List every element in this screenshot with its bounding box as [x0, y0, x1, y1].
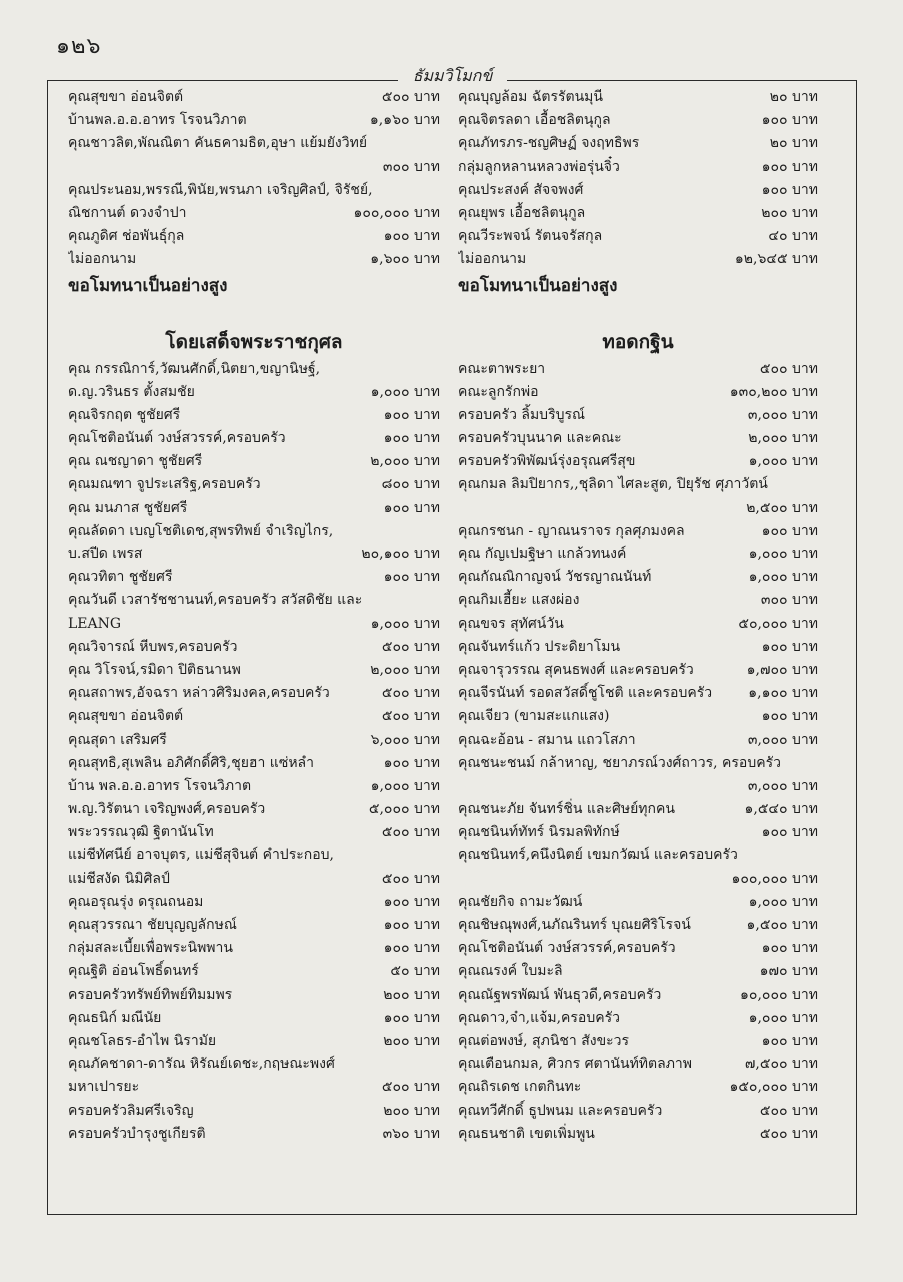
- left-closing-note: [68, 272, 440, 300]
- donor-name: บ้าน พล.อ.อ.อาทร โรจนวิภาต: [68, 777, 252, 794]
- donor-row: [68, 984, 440, 1007]
- donor-name: คุณประนอม,พรรณี,พินัย,พรนภา เจริญศิลป์, จิรัชย์,: [68, 181, 373, 198]
- donor-name: คุณดาว,จ๋า,แจ้ม,ครอบครัว: [458, 1009, 620, 1026]
- donor-row: [68, 844, 440, 867]
- donor-row: [458, 821, 818, 844]
- right-section-list: [458, 358, 818, 1146]
- right-closing-label: ขอโมทนาเป็นอย่างสูง: [458, 275, 618, 296]
- donor-row: [68, 381, 440, 404]
- donor-name: คุณกัณณิกาญจน์ วัชรญาณนันท์: [458, 569, 652, 586]
- donation-amount: ๒๐๐ บาท: [761, 204, 818, 221]
- donation-amount: ๒๐๐ บาท: [383, 1032, 440, 1049]
- left-section-heading: โดยเสด็จพระราชกุศล: [165, 330, 343, 353]
- donor-name: คุณกมล ลิมปิยากร,,ชุลิดา ไศละสูต, ปิยุรัช ศุภาวัตน์: [458, 476, 768, 493]
- donor-row: [68, 636, 440, 659]
- donor-row: [458, 1053, 818, 1076]
- donor-name: คุณภูดิศ ช่อพันธุ์กุล: [68, 228, 185, 245]
- donor-name: คุณวันดี เวสารัชชานนท์,ครอบครัว สวัสดิชัย และ: [68, 592, 363, 609]
- donor-name: คณะตาพระยา: [458, 360, 546, 377]
- donation-amount: ๑,๐๐๐ บาท: [370, 383, 440, 400]
- donor-row: [68, 659, 440, 682]
- donation-amount: ๑,๗๐๐ บาท: [746, 661, 818, 678]
- donor-name: คุณสถาพร,อัจฉรา หล่าวศิริมงคล,ครอบครัว: [68, 685, 330, 702]
- donor-row: [458, 1100, 818, 1123]
- donation-amount: ๑๐๐ บาท: [761, 112, 818, 129]
- donation-amount: ๕๐๐ บาท: [381, 638, 440, 655]
- donation-amount: ๑,๐๐๐ บาท: [748, 569, 818, 586]
- donor-row: [68, 427, 440, 450]
- donation-amount: ๑๐๐ บาท: [383, 940, 440, 957]
- donor-name: ไม่ออกนาม: [68, 251, 137, 268]
- donation-amount: ๒๐ บาท: [769, 89, 818, 105]
- donation-amount: ๓๐๐ บาท: [760, 592, 818, 609]
- donor-row: [68, 109, 440, 132]
- donor-name: คุณสุขขา อ่อนจิตต์: [68, 708, 184, 725]
- donor-row: [458, 798, 818, 821]
- donor-name: คุณชนะภัย จันทร์ชิ่น และศิษย์ทุกคน: [458, 801, 675, 818]
- donation-amount: ๒,๕๐๐ บาท: [746, 499, 818, 516]
- right-section-heading: ทอดกฐิน: [602, 330, 674, 353]
- donation-amount: ๑๓๐,๒๐๐ บาท: [729, 383, 818, 400]
- donation-amount: ๕๐๐ บาท: [759, 1125, 818, 1142]
- donor-row: [68, 589, 440, 612]
- donor-row: [68, 914, 440, 937]
- donation-amount: ๑๐,๐๐๐ บาท: [740, 986, 818, 1003]
- donation-amount: ๑,๕๔๐ บาท: [744, 801, 818, 818]
- right-closing-note: [458, 272, 818, 300]
- donor-row: [458, 132, 818, 155]
- donor-row: [68, 705, 440, 728]
- donor-name: คุณต่อพงษ์, สุภนิชา สังขะวร: [458, 1032, 630, 1049]
- donor-name: ครอบครัวทรัพย์ทิพย์ทิมมพร: [68, 986, 233, 1003]
- donor-name: คุณ กรรณิการ์,วัฒนศักดิ์,นิตยา,ขญานิษฐ์,: [68, 360, 321, 377]
- donor-name: คุณจิรกฤต ชูชัยศรี: [68, 406, 181, 423]
- donation-amount: ๓,๐๐๐ บาท: [747, 406, 818, 423]
- donor-name: คุณจารุวรรณ สุคนธพงศ์ และครอบครัว: [458, 661, 694, 678]
- donor-row: [68, 248, 440, 271]
- left-column: [68, 86, 440, 1146]
- donor-row: [458, 891, 818, 914]
- donation-amount: ๒๐๐ บาท: [383, 986, 440, 1003]
- donor-name: คุณฐิติ อ่อนโพธิ์ดนทร์: [68, 963, 199, 980]
- donor-name: คุณ วิโรจน์,รมิดา ปิติธนานพ: [68, 661, 241, 678]
- donor-name: คุณสุทธิ,สุเพลิน อภิศักดิ์ศิริ,ชุยฮา แซ่หลำ: [68, 754, 314, 771]
- donor-row: [458, 566, 818, 589]
- donor-name: คุณถิรเดช เกตกินทะ: [458, 1079, 582, 1096]
- donor-row: [458, 1030, 818, 1053]
- donor-name: คุณวิจารณ์ หีบพร,ครอบครัว: [68, 638, 238, 655]
- donor-row: [68, 682, 440, 705]
- donor-name: คุณจิตรลดา เอื้อชลิตนุกูล: [458, 112, 611, 129]
- donor-row: [458, 543, 818, 566]
- donor-name: คุณสุดา เสริมศรี: [68, 731, 167, 748]
- donor-row: [68, 1007, 440, 1030]
- donation-amount: ๒,๐๐๐ บาท: [370, 453, 440, 470]
- donor-name: คุณชัยกิจ ถามะวัฒน์: [458, 893, 583, 910]
- donation-amount: ๑๐๐ บาท: [383, 917, 440, 933]
- donation-amount: ๑๐๐ บาท: [383, 228, 440, 245]
- right-section-spacer: [458, 300, 818, 322]
- donor-row: [458, 659, 818, 682]
- donor-row: [68, 1123, 440, 1146]
- donor-row: [458, 520, 818, 543]
- donor-name: คุณขจร สุทัศน์วัน: [458, 615, 564, 632]
- donation-amount: ๑,๖๐๐ บาท: [370, 251, 440, 268]
- donor-row: [458, 404, 818, 427]
- donor-name: ครอบครัวลิมศรีเจริญ: [68, 1102, 194, 1119]
- donation-amount: ๕๐๐ บาท: [381, 1079, 440, 1096]
- donation-amount: ๑,๑๐๐ บาท: [748, 685, 818, 702]
- left-top-list: [68, 86, 440, 272]
- donation-amount: ๕๐๐ บาท: [759, 1102, 818, 1119]
- donation-amount: ๕,๐๐๐ บาท: [368, 801, 440, 818]
- donation-amount: ๑๗๐ บาท: [759, 963, 818, 980]
- donation-amount: ๑๐๐,๐๐๐ บาท: [353, 204, 440, 221]
- donation-amount: ๕๐๐ บาท: [381, 708, 440, 725]
- donor-row: [458, 109, 818, 132]
- donation-amount: ๒๐ บาท: [769, 135, 818, 152]
- donation-amount: ๑๐๐ บาท: [761, 181, 818, 198]
- donor-row: [68, 358, 440, 381]
- donor-row: [68, 1030, 440, 1053]
- donor-name: คุณกิมเฮี้ยะ แสงผ่อง: [458, 592, 580, 609]
- donor-row: [68, 86, 440, 109]
- donor-name: คุณวีระพจน์ รัตนจรัสกุล: [458, 228, 603, 245]
- donor-row: [458, 844, 818, 867]
- donor-name: คุณ กัญเปมฐิษา แกล้วทนงค์: [458, 546, 627, 562]
- donor-row: [68, 156, 440, 179]
- donor-row: [68, 497, 440, 520]
- donation-amount: ๑๐๐ บาท: [761, 824, 818, 841]
- donor-row: [458, 1007, 818, 1030]
- donor-row: [458, 358, 818, 381]
- donation-amount: ๑๐๐ บาท: [383, 754, 440, 771]
- donor-row: [68, 613, 440, 636]
- donor-name: คุณชนินทร์,คนึงนิตย์ เขมกวัฒน์ และครอบครัว: [458, 847, 738, 864]
- donation-amount: ๑๐๐ บาท: [761, 638, 818, 655]
- donor-name: บ้านพล.อ.อ.อาทร โรจนวิภาต: [68, 112, 247, 129]
- donor-name: ด.ญ.วรินธร ตั้งสมชัย: [68, 383, 195, 400]
- donation-amount: ๓๖๐ บาท: [382, 1125, 440, 1142]
- donation-amount: ๕๐๐ บาท: [381, 870, 440, 887]
- donor-name: คุณชนะชนม์ กล้าหาญ, ชยาภรณ์วงศ์ถาวร, ครอบครัว: [458, 754, 781, 771]
- donation-amount: ๕๐๐ บาท: [381, 685, 440, 702]
- donation-amount: ๖,๐๐๐ บาท: [370, 731, 440, 748]
- page-number: ๑๒๖: [56, 34, 102, 59]
- donor-name: กลุ่มลูกหลานหลวงพ่อรุ่นจิ๋ว: [458, 158, 620, 175]
- right-top-list: [458, 86, 818, 272]
- donor-name: คุณชิษณุพงศ์,นภัณรินทร์ บุณยศิริโรจน์: [458, 917, 691, 933]
- donor-row: [68, 752, 440, 775]
- donor-row: [68, 798, 440, 821]
- donor-row: [458, 381, 818, 404]
- donor-row: [68, 520, 440, 543]
- donor-name: พ.ญ.วิรัตนา เจริญพงศ์,ครอบครัว: [68, 801, 266, 818]
- donor-row: [458, 613, 818, 636]
- donor-name: คุณวทิตา ชูชัยศรี: [68, 569, 173, 586]
- donor-name: คุณมณฑา จูประเสริฐ,ครอบครัว: [68, 476, 261, 493]
- donor-name: ไม่ออกนาม: [458, 251, 527, 268]
- donation-amount: ๑,๐๐๐ บาท: [748, 546, 818, 562]
- left-closing-label: ขอโมทนาเป็นอย่างสูง: [68, 275, 228, 296]
- donor-row: [68, 1053, 440, 1076]
- donation-amount: ๒๐๐ บาท: [383, 1102, 440, 1119]
- donation-amount: ๑๒,๖๔๕ บาท: [734, 251, 818, 268]
- donor-row: [68, 821, 440, 844]
- donor-name: คุณชาวลิต,พัณณิตา คันธคามธิต,อุษา แย้มยังวิทย์: [68, 135, 368, 152]
- donation-amount: ๑๐๐ บาท: [761, 522, 818, 539]
- donation-amount: ๕๐๐ บาท: [381, 824, 440, 841]
- donation-amount: ๒,๐๐๐ บาท: [370, 661, 440, 678]
- donor-row: [458, 729, 818, 752]
- donor-name: คุณสุวรรณา ชัยบุญญลักษณ์: [68, 917, 237, 933]
- donor-name: คุณโชติอนันต์ วงษ์สวรรค์,ครอบครัว: [68, 430, 286, 447]
- donation-amount: ๕๐,๐๐๐ บาท: [738, 615, 818, 632]
- donor-name: คุณยุพร เอื้อชลิตนุกูล: [458, 204, 586, 221]
- donation-amount: ๑,๑๖๐ บาท: [369, 112, 440, 129]
- donor-row: [68, 729, 440, 752]
- donation-amount: ๓๐๐ บาท: [382, 158, 440, 175]
- donor-name: คุณจันทร์แก้ว ประดิยาโมน: [458, 638, 621, 655]
- donor-name: คุณกรชนก - ญาณนราจร กุลศุภมงคล: [458, 522, 685, 539]
- donation-amount: ๓,๐๐๐ บาท: [747, 731, 818, 748]
- donor-row: [458, 914, 818, 937]
- donor-row: [458, 225, 818, 248]
- donor-name: ครอบครัว ลิ้มบริบูรณ์: [458, 406, 585, 423]
- donor-name: คุณธนิก์ มณีนัย: [68, 1009, 162, 1026]
- donor-row: [458, 682, 818, 705]
- donor-row: [68, 868, 440, 891]
- donor-row: [68, 473, 440, 496]
- donation-amount: ๗,๕๐๐ บาท: [744, 1056, 818, 1073]
- donation-amount: ๑,๐๐๐ บาท: [748, 1009, 818, 1026]
- donor-row: [68, 891, 440, 914]
- donor-row: [68, 775, 440, 798]
- donor-row: [458, 775, 818, 798]
- donation-amount: ๑๐๐ บาท: [383, 893, 440, 910]
- donor-name: คุณลัดดา เบญโชติเดช,สุพรทิพย์ จำเริญไกร,: [68, 522, 334, 539]
- donor-row: [458, 248, 818, 271]
- donor-name: คุณโชติอนันต์ วงษ์สวรรค์,ครอบครัว: [458, 940, 676, 957]
- donor-name: คุณจีรนันท์ รอดสวัสดิ์ชูโชติ และครอบครัว: [458, 685, 713, 702]
- donation-amount: ๓,๐๐๐ บาท: [747, 777, 818, 794]
- donation-amount: ๑,๐๐๐ บาท: [370, 777, 440, 794]
- donor-row: [68, 202, 440, 225]
- donation-amount: ๘๐๐ บาท: [381, 476, 440, 493]
- donor-row: [68, 566, 440, 589]
- donor-row: [68, 937, 440, 960]
- donor-name: ครอบครัวพิพัฒน์รุ่งอรุณศรีสุข: [458, 453, 636, 470]
- donor-name: คุณธนชาติ เขตเพิ่มพูน: [458, 1125, 595, 1142]
- donor-name: คุณสุขขา อ่อนจิตต์: [68, 89, 184, 105]
- donor-row: [68, 1100, 440, 1123]
- donor-name: คุณบุญล้อม ฉัตรรัตนมุนี: [458, 89, 603, 105]
- donor-row: [68, 225, 440, 248]
- donor-row: [458, 960, 818, 983]
- donor-name: แม่ชีทัศนีย์ อาจบุตร, แม่ชีสุจินต์ คำประกอบ,: [68, 847, 334, 864]
- donor-name: คุณชโลธร-อำไพ นิรามัย: [68, 1032, 217, 1049]
- right-column: [458, 86, 818, 1146]
- donor-row: [458, 1076, 818, 1099]
- donor-row: [458, 179, 818, 202]
- donation-amount: ๑๐๐ บาท: [761, 940, 818, 957]
- donor-row: [68, 960, 440, 983]
- donor-row: [68, 450, 440, 473]
- donation-amount: ๕๐ บาท: [390, 963, 440, 980]
- donor-name: พระวรรณวุฒิ ฐิตานันโท: [68, 824, 214, 841]
- donor-row: [458, 1123, 818, 1146]
- donor-name: คุณอรุณรุ่ง ดรุณถนอม: [68, 893, 204, 910]
- donor-row: [458, 427, 818, 450]
- donor-row: [68, 543, 440, 566]
- donation-amount: ๑๐๐ บาท: [383, 406, 440, 423]
- donor-row: [68, 404, 440, 427]
- donor-name: คุณณัฐพรพัฒน์ พันธุวดี,ครอบครัว: [458, 986, 662, 1003]
- donor-name: คณะลูกรักพ่อ: [458, 383, 539, 400]
- donation-amount: ๑,๐๐๐ บาท: [748, 453, 818, 470]
- donor-name: คุณเจียว (ขามสะแกแสง): [458, 708, 610, 725]
- donor-name: คุณภัคชาดา-ดารัณ หิรัณย์เดชะ,กฤษณะพงศ์: [68, 1056, 335, 1073]
- donor-row: [68, 1076, 440, 1099]
- donor-row: [458, 156, 818, 179]
- donor-name: คุณ มนภาส ชูชัยศรี: [68, 499, 188, 516]
- donor-name: มหาเปารยะ: [68, 1079, 140, 1096]
- running-title: ธัมมวิโมกข์: [412, 66, 493, 85]
- donor-name: คุณณรงค์ ใบมะลิ: [458, 963, 563, 980]
- donation-amount: ๔๐ บาท: [768, 228, 818, 245]
- donation-amount: ๑,๐๐๐ บาท: [370, 615, 440, 632]
- donor-name: บ.สปีด เพรส: [68, 546, 143, 562]
- donor-row: [458, 86, 818, 109]
- donation-amount: ๑,๕๐๐ บาท: [746, 917, 818, 933]
- donor-row: [458, 752, 818, 775]
- donor-row: [458, 497, 818, 520]
- donation-amount: ๑๐๐ บาท: [383, 430, 440, 447]
- donor-name: คุณประสงค์ สัจจพงศ์: [458, 181, 584, 198]
- donation-amount: ๑๐๐ บาท: [761, 158, 818, 175]
- donation-amount: ๑๐๐ บาท: [383, 1009, 440, 1026]
- donor-name: ครอบครัวบำรุงชูเกียรติ: [68, 1125, 206, 1142]
- donor-name: คุณภัทรภร-ชญศิษฏ์ จงฤทธิพร: [458, 135, 640, 152]
- donor-row: [458, 868, 818, 891]
- donor-row: [458, 984, 818, 1007]
- donation-amount: ๑๕๐,๐๐๐ บาท: [729, 1079, 818, 1096]
- donor-row: [458, 937, 818, 960]
- donor-name: ครอบครัวบุนนาค และคณะ: [458, 430, 622, 447]
- donor-name: คุณเตือนกมล, ศิวกร ศตานันท์ทิตลภาพ: [458, 1056, 693, 1073]
- donor-name: คุณฉะอ้อน - สมาน แถวโสภา: [458, 731, 636, 748]
- donation-amount: ๑๐๐ บาท: [761, 708, 818, 725]
- donation-amount: ๕๐๐ บาท: [381, 89, 440, 105]
- donor-name: คุณทวีศักดิ์ ธูปพนม และครอบครัว: [458, 1102, 663, 1119]
- donation-amount: ๑๐๐,๐๐๐ บาท: [731, 870, 818, 887]
- donor-name: คุณชนินท์ทัทร์ นิรมลพิทักษ์: [458, 824, 620, 841]
- donor-row: [458, 636, 818, 659]
- left-section-spacer: [68, 300, 440, 322]
- donor-name: คุณ ณชญาดา ชูชัยศรี: [68, 453, 203, 470]
- donor-row: [458, 473, 818, 496]
- donation-amount: ๑,๐๐๐ บาท: [748, 893, 818, 910]
- donor-row: [68, 179, 440, 202]
- left-section-list: [68, 358, 440, 1146]
- donation-amount: ๑๐๐ บาท: [383, 499, 440, 516]
- donor-row: [458, 589, 818, 612]
- donation-amount: ๒๐,๑๐๐ บาท: [361, 546, 440, 562]
- donor-name: แม่ชีสงัด นิมิศิลป์: [68, 870, 170, 887]
- donation-amount: ๑๐๐ บาท: [761, 1032, 818, 1049]
- donor-name: LEANG: [68, 615, 122, 632]
- donor-row: [458, 705, 818, 728]
- donor-name: กลุ่มสละเบี้ยเพื่อพระนิพพาน: [68, 940, 233, 957]
- donor-row: [68, 132, 440, 155]
- donor-name: ณิชกานต์ ดวงจำปา: [68, 204, 187, 221]
- donation-amount: ๑๐๐ บาท: [383, 569, 440, 586]
- donor-row: [458, 202, 818, 225]
- donation-amount: ๕๐๐ บาท: [759, 360, 818, 377]
- donor-row: [458, 450, 818, 473]
- donation-amount: ๒,๐๐๐ บาท: [748, 430, 818, 447]
